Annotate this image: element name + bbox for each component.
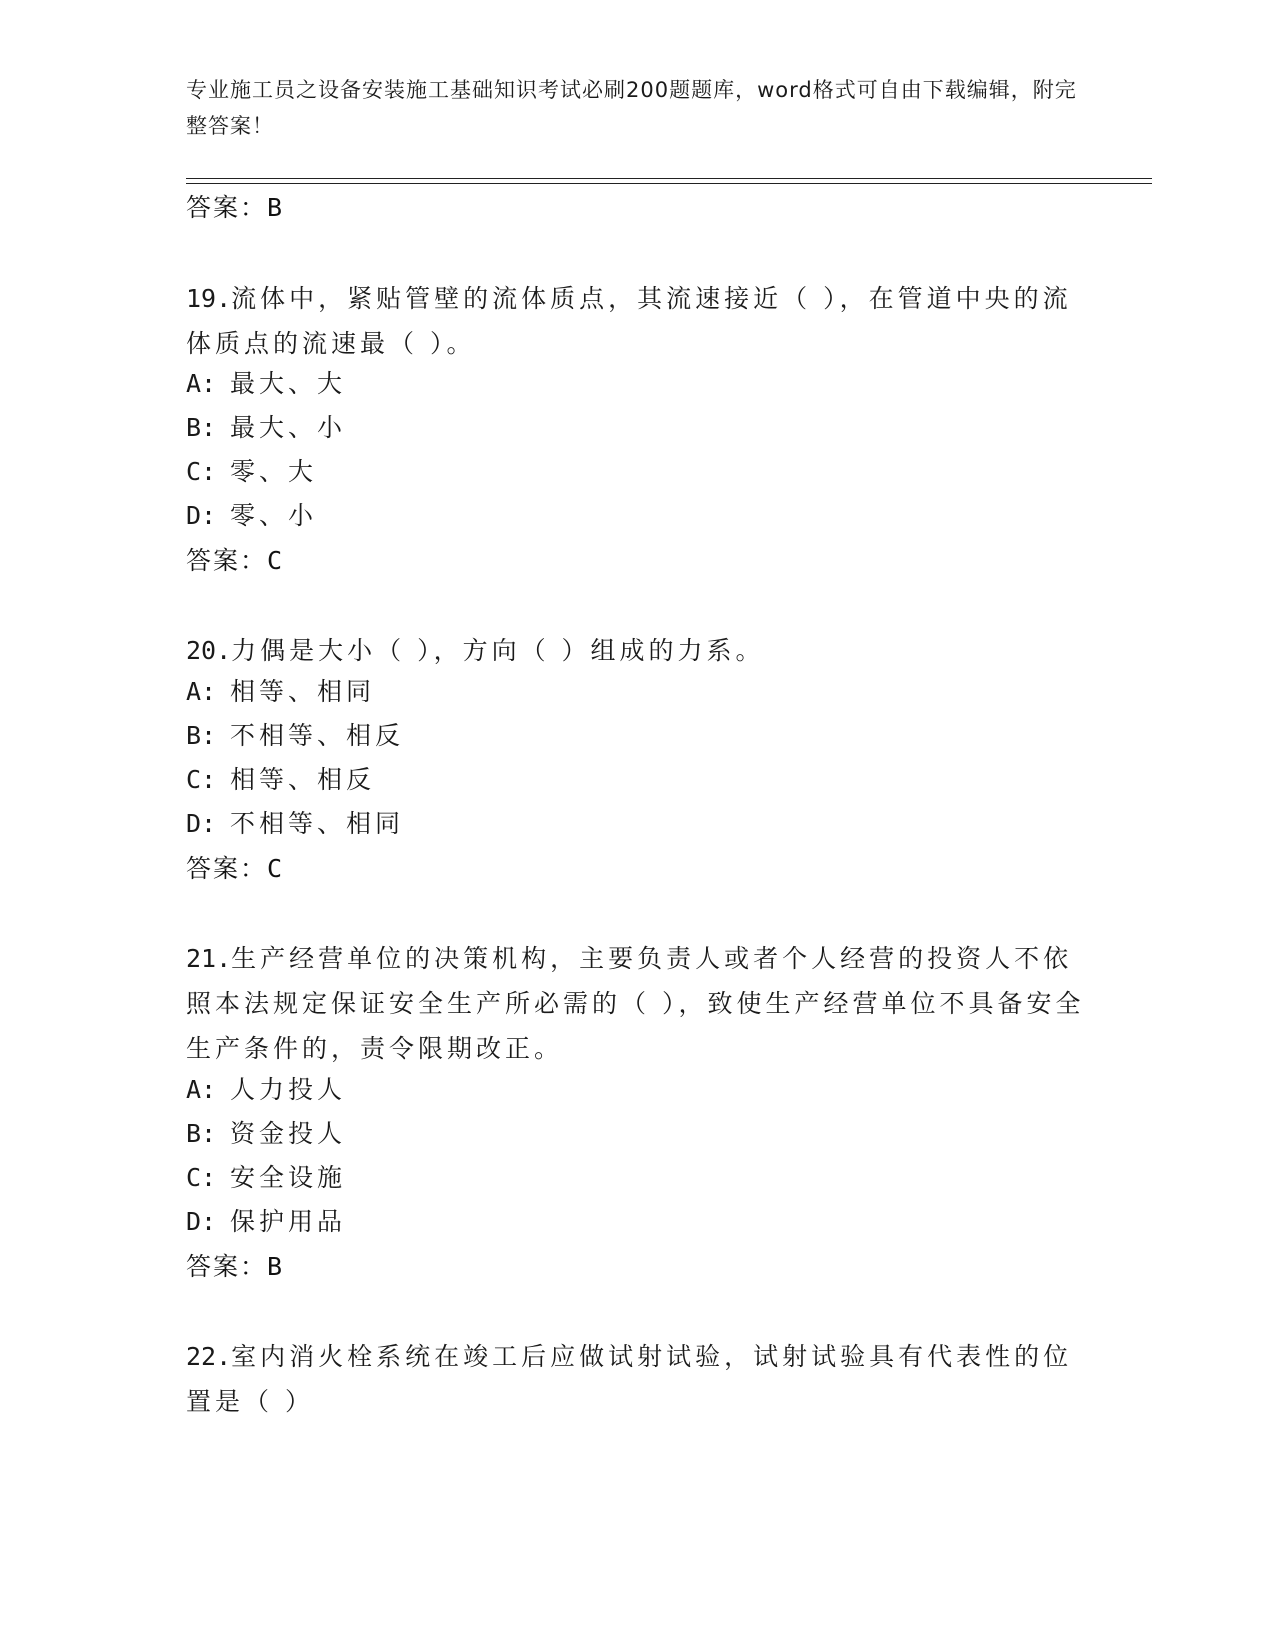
- option-20-d: [186, 808, 404, 840]
- option-21-c: [186, 1162, 346, 1194]
- option-19-b: [186, 412, 346, 444]
- option-letter: C:: [186, 457, 217, 486]
- question-21: [186, 936, 1086, 1071]
- header-divider-bottom: [186, 183, 1152, 184]
- option-text: 人力投人: [230, 1075, 347, 1104]
- page-header: 专业施工员之设备安装施工基础知识考试必刷200题题库，word格式可自由下载编辑，附完整答案！: [186, 78, 1077, 138]
- answer-value: C: [267, 854, 285, 883]
- option-text: 不相等、相同: [230, 809, 405, 838]
- option-letter: C:: [186, 1163, 217, 1192]
- answer-value: B: [267, 1252, 285, 1281]
- question-number: 21.: [186, 944, 232, 973]
- answer-label: 答案：: [186, 193, 268, 222]
- option-text: 资金投人: [230, 1119, 347, 1148]
- option-letter: A:: [186, 677, 217, 706]
- option-21-b: [186, 1118, 346, 1150]
- answer-value: C: [267, 546, 285, 575]
- option-letter: B:: [186, 1119, 217, 1148]
- option-text: 最大、大: [230, 369, 347, 398]
- question-text: 力偶是大小（ ），方向（ ）组成的力系。: [231, 636, 765, 665]
- question-20: [186, 628, 1086, 673]
- header-divider-top: [186, 178, 1152, 179]
- option-text: 相等、相反: [230, 765, 376, 794]
- question-number: 19.: [186, 284, 232, 313]
- option-text: 最大、小: [230, 413, 347, 442]
- question-number: 22.: [186, 1342, 232, 1371]
- option-letter: B:: [186, 721, 217, 750]
- option-20-b: [186, 720, 404, 752]
- option-text: 相等、相同: [230, 677, 376, 706]
- answer-label: 答案：: [186, 1252, 268, 1281]
- option-text: 保护用品: [230, 1207, 347, 1236]
- option-19-c: [186, 456, 317, 488]
- option-20-a: [186, 676, 375, 708]
- answer-label: 答案：: [186, 546, 268, 575]
- option-20-c: [186, 764, 375, 796]
- question-22: [186, 1334, 1086, 1424]
- question-number: 20.: [186, 636, 232, 665]
- answer-value: B: [267, 193, 285, 222]
- option-21-a: [186, 1074, 346, 1106]
- answer-label: 答案：: [186, 854, 268, 883]
- answer-19: [186, 545, 284, 577]
- option-text: 零、小: [230, 501, 318, 530]
- option-text: 安全设施: [230, 1163, 347, 1192]
- question-19: [186, 276, 1086, 366]
- option-letter: A:: [186, 369, 217, 398]
- option-19-d: [186, 500, 317, 532]
- option-letter: C:: [186, 765, 217, 794]
- option-letter: D:: [186, 809, 217, 838]
- option-21-d: [186, 1206, 346, 1238]
- question-text: 生产经营单位的决策机构，主要负责人或者个人经营的投资人不依照本法规定保证安全生产所必需的（ ），致使生产经营单位不具备安全生产条件的，责令限期改正。: [186, 944, 1085, 1063]
- answer-20: [186, 853, 284, 885]
- option-text: 不相等、相反: [230, 721, 405, 750]
- question-text: 室内消火栓系统在竣工后应做试射试验，试射试验具有代表性的位置是（ ）: [186, 1342, 1073, 1416]
- option-letter: D:: [186, 501, 217, 530]
- answer-prev: [186, 192, 284, 224]
- option-letter: A:: [186, 1075, 217, 1104]
- option-letter: D:: [186, 1207, 217, 1236]
- option-19-a: [186, 368, 346, 400]
- option-text: 零、大: [230, 457, 318, 486]
- option-letter: B:: [186, 413, 217, 442]
- answer-21: [186, 1251, 284, 1283]
- question-text: 流体中，紧贴管壁的流体质点，其流速接近（ ），在管道中央的流体质点的流速最（ ）。: [186, 284, 1072, 358]
